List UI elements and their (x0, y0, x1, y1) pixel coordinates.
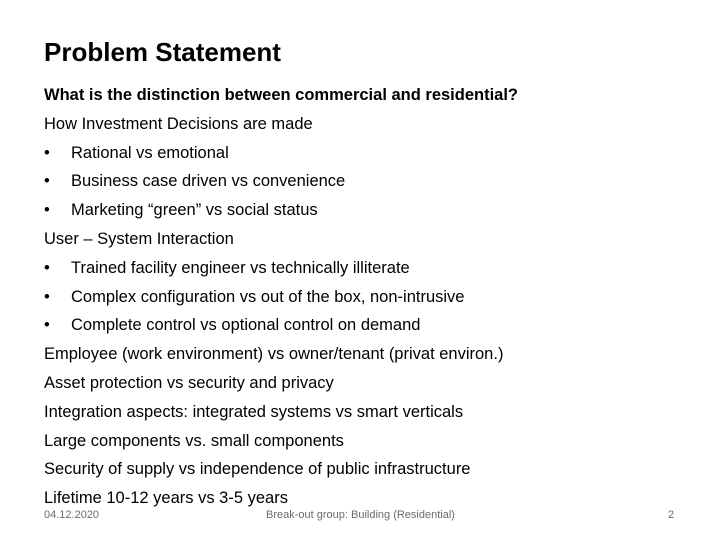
bullet-item (44, 196, 684, 225)
bullet-item (44, 139, 684, 168)
line-text: Security of supply vs independence of public infrastructure (44, 460, 471, 479)
bullet-glyph: • (44, 172, 50, 191)
text-line (44, 398, 684, 427)
slide-body (44, 81, 684, 513)
line-text: Large components vs. small components (44, 431, 344, 450)
line-text: How Investment Decisions are made (44, 114, 313, 133)
text-line (44, 340, 684, 369)
bullet-glyph: • (44, 287, 50, 306)
text-line (44, 81, 684, 110)
bullet-item (44, 254, 684, 283)
bullet-item (44, 283, 684, 312)
line-text: What is the distinction between commercial and residential? (44, 86, 519, 104)
bullet-glyph: • (44, 201, 50, 220)
line-text: Integration aspects: integrated systems vs smart verticals (44, 402, 464, 421)
line-text: Employee (work environment) vs owner/tenant (privat environ.) (44, 345, 504, 364)
line-text: Lifetime 10-12 years vs 3-5 years (44, 489, 288, 508)
bullet-text: Rational vs emotional (71, 143, 229, 162)
bullet-text: Business case driven vs convenience (71, 172, 346, 191)
text-line (44, 427, 684, 456)
bullet-text: Trained facility engineer vs technically illiterate (71, 258, 410, 277)
bullet-item (44, 311, 684, 340)
footer-center-text: Break-out group: Building (Residential) (266, 509, 455, 521)
text-line (44, 110, 684, 139)
bullet-glyph: • (44, 258, 50, 277)
bullet-text: Marketing “green” vs social status (71, 201, 318, 220)
footer-date: 04.12.2020 (44, 509, 100, 521)
line-text: User – System Interaction (44, 229, 234, 248)
bullet-text: Complex configuration vs out of the box, non-intrusive (71, 287, 465, 306)
text-line (44, 455, 684, 484)
bullet-item (44, 167, 684, 196)
text-line (44, 225, 684, 254)
footer-page-number: 2 (668, 509, 675, 521)
slide-title: Problem Statement (44, 37, 281, 67)
line-text: Asset protection vs security and privacy (44, 373, 334, 392)
bullet-glyph: • (44, 143, 50, 162)
bullet-glyph: • (44, 316, 50, 335)
bullet-text: Complete control vs optional control on demand (71, 316, 421, 335)
text-line (44, 369, 684, 398)
